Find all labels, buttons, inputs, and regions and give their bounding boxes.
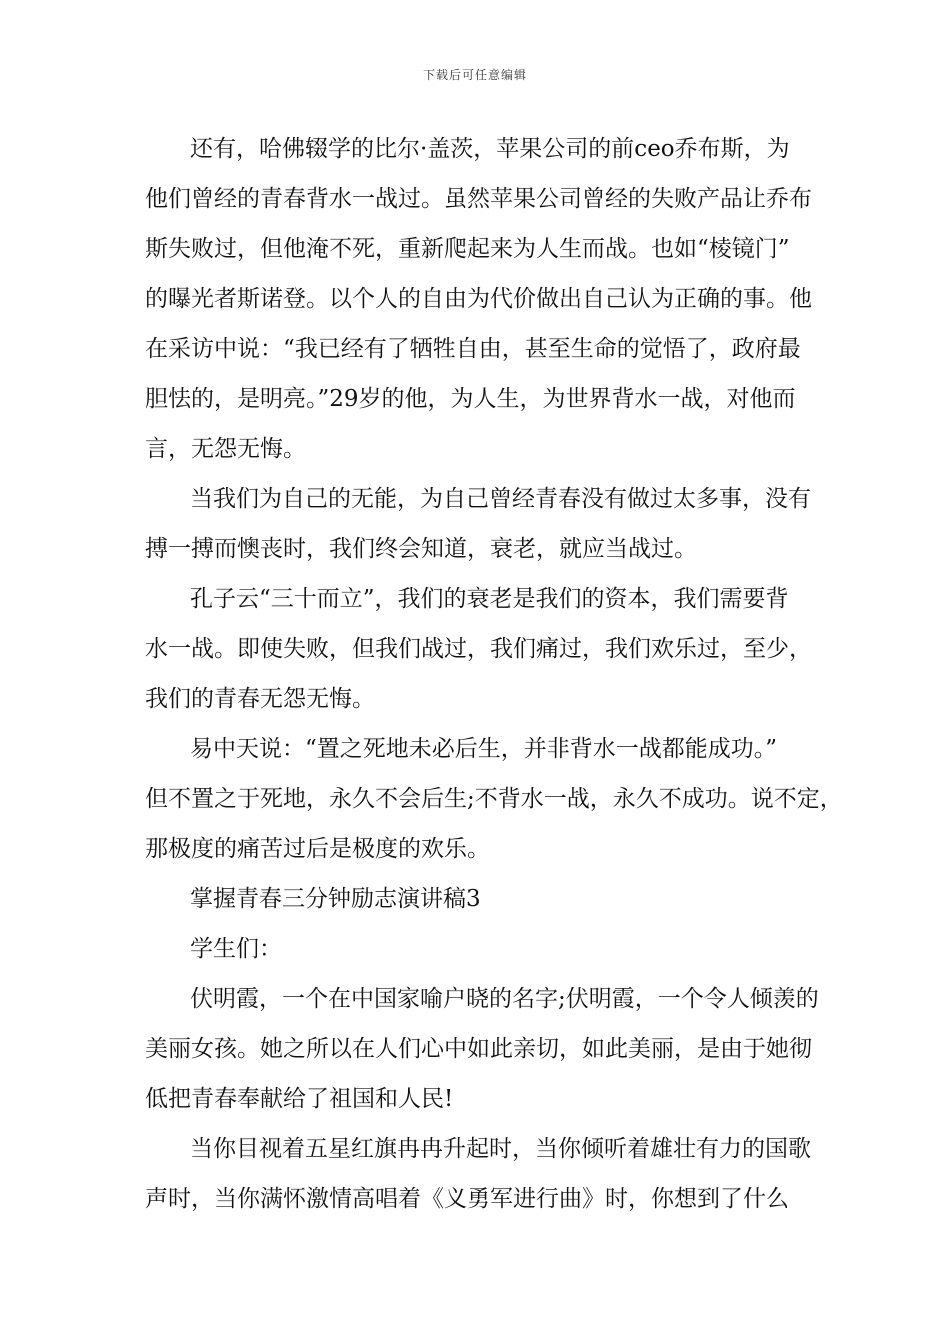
- paragraph-line: 在采访中说：“我已经有了牺牲自由，甚至生命的觉悟了，政府最: [145, 336, 801, 362]
- paragraph-line: 孔子云“三十而立”，我们的衰老是我们的资本，我们需要背: [190, 586, 789, 612]
- paragraph-line: 我们的青春无怨无悔。: [145, 686, 375, 712]
- paragraph-line: 易中天说：“置之死地未必后生，并非背水一战都能成功。”: [190, 736, 778, 762]
- paragraph-line: 当你目视着五星红旗冉冉升起时，当你倾听着雄壮有力的国歌: [190, 1136, 811, 1162]
- paragraph-line: 他们曾经的青春背水一战过。虽然苹果公司曾经的失败产品让乔布: [145, 186, 812, 212]
- paragraph-line: 搏一搏而懊丧时，我们终会知道，衰老，就应当战过。: [145, 536, 697, 562]
- paragraph-line: 还有，哈佛辍学的比尔·盖茨，苹果公司的前ceo乔布斯，为: [190, 136, 790, 162]
- paragraph-line: 的曝光者斯诺登。以个人的自由为代价做出自己认为正确的事。他: [145, 286, 812, 312]
- paragraph-line: 声时，当你满怀激情高唱着《义勇军进行曲》时，你想到了什么: [145, 1186, 789, 1212]
- paragraph-line: 斯失败过，但他淹不死，重新爬起来为人生而战。也如“棱镜门”: [145, 236, 790, 262]
- page-header: 下载后可任意编辑: [422, 68, 527, 82]
- paragraph-line: 伏明霞，一个在中国家喻户晓的名字;伏明霞，一个令人倾羡的: [190, 986, 819, 1012]
- paragraph-line: 美丽女孩。她之所以在人们心中如此亲切，如此美丽，是由于她彻: [145, 1036, 812, 1062]
- paragraph-line: 当我们为自己的无能，为自己曾经青春没有做过太多事，没有: [190, 486, 811, 512]
- paragraph-line: 言，无怨无悔。: [145, 436, 306, 462]
- section-title: 掌握青春三分钟励志演讲稿3: [190, 886, 481, 912]
- paragraph-line: 那极度的痛苦过后是极度的欢乐。: [145, 836, 490, 862]
- paragraph-line: 水一战。即使失败，但我们战过，我们痛过，我们欢乐过，至少，: [145, 636, 812, 662]
- paragraph-line: 低把青春奉献给了祖国和人民!: [145, 1086, 454, 1112]
- paragraph-line: 胆怯的，是明亮。”29岁的他，为人生，为世界背水一战，对他而: [145, 386, 796, 412]
- salutation: 学生们：: [190, 936, 282, 962]
- paragraph-line: 但不置之于死地，永久不会后生;不背水一战，永久不成功。说不定，: [145, 786, 843, 812]
